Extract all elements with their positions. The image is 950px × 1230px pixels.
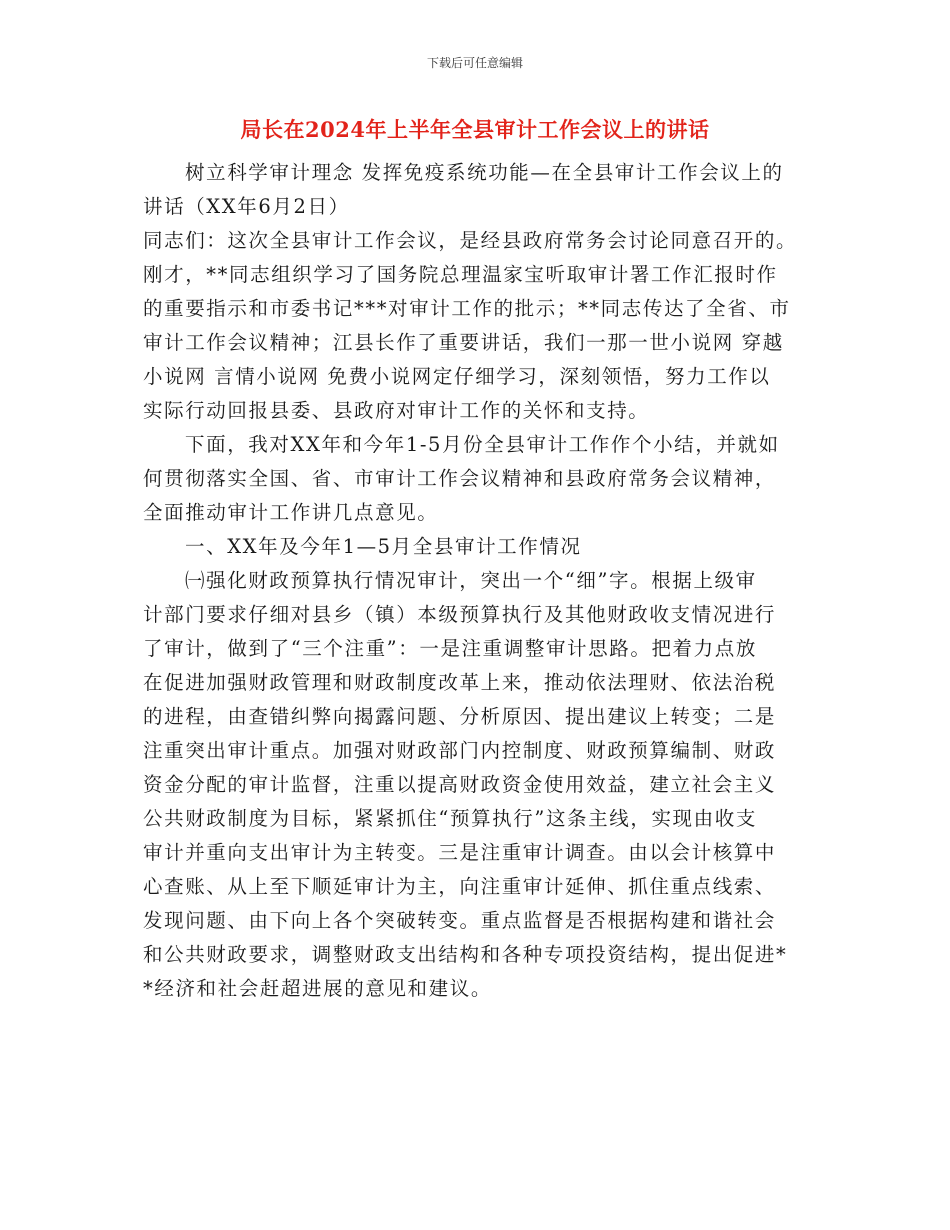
text-line: 计部门要求仔细对县乡（镇）本级预算执行及其他财政收支情况进行 xyxy=(143,603,777,626)
text-line: ㈠强化财政预算执行情况审计，突出一个“细”字。根据上级审 xyxy=(185,569,757,592)
document-body xyxy=(143,156,815,1006)
text-line: 心查账、从上至下顺延审计为主，向注重审计延伸、抓住重点线索、 xyxy=(143,875,777,898)
text-line: 实际行动回报县委、县政府对审计工作的关怀和支持。 xyxy=(143,399,650,422)
text-line: 和公共财政要求，调整财政支出结构和各种专项投资结构，提出促进* xyxy=(143,943,788,966)
text-line: 公共财政制度为目标，紧紧抓住“预算执行”这条主线，实现由收支 xyxy=(143,807,757,830)
text-line: 树立科学审计理念 发挥免疫系统功能—在全县审计工作会议上的 xyxy=(185,161,784,184)
document-title: 局长在2024年上半年全县审计工作会议上的讲话 xyxy=(240,117,710,142)
text-line: 发现问题、由下向上各个突破转变。重点监督是否根据构建和谐社会 xyxy=(143,909,777,932)
text-line: 一、XX年及今年1—5月全县审计工作情况 xyxy=(185,535,582,558)
text-line: 全面推动审计工作讲几点意见。 xyxy=(143,501,439,524)
page-header-note: 下载后可任意编辑 xyxy=(426,56,523,70)
text-line: 讲话（XX年6月2日） xyxy=(143,195,350,218)
text-line: 资金分配的审计监督，注重以提高财政资金使用效益，建立社会主义 xyxy=(143,773,777,796)
text-line: *经济和社会赶超进展的意见和建议。 xyxy=(143,977,492,1000)
text-line: 的进程，由查错纠弊向揭露问题、分析原因、提出建议上转变；二是 xyxy=(143,705,777,728)
text-line: 注重突出审计重点。加强对财政部门内控制度、财政预算编制、财政 xyxy=(143,739,777,762)
text-line: 同志们：这次全县审计工作会议，是经县政府常务会讨论同意召开的。 xyxy=(143,229,798,252)
text-line: 审计工作会议精神；江县长作了重要讲话，我们一那一世小说网 穿越 xyxy=(143,331,784,354)
text-line: 下面，我对XX年和今年1-5月份全县审计工作作个小结，并就如 xyxy=(185,433,780,456)
text-line: 的重要指示和市委书记***对审计工作的批示；**同志传达了全省、市 xyxy=(143,297,791,320)
text-line: 刚才，**同志组织学习了国务院总理温家宝听取审计署工作汇报时作 xyxy=(143,263,778,286)
text-line: 了审计，做到了“三个注重”：一是注重调整审计思路。把着力点放 xyxy=(143,637,757,660)
text-line: 在促进加强财政管理和财政制度改革上来，推动依法理财、依法治税 xyxy=(143,671,777,694)
text-line: 审计并重向支出审计为主转变。三是注重审计调查。由以会计核算中 xyxy=(143,841,777,864)
text-line: 何贯彻落实全国、省、市审计工作会议精神和县政府常务会议精神， xyxy=(143,467,777,490)
text-line: 小说网 言情小说网 免费小说网定仔细学习，深刻领悟，努力工作以 xyxy=(143,365,771,388)
